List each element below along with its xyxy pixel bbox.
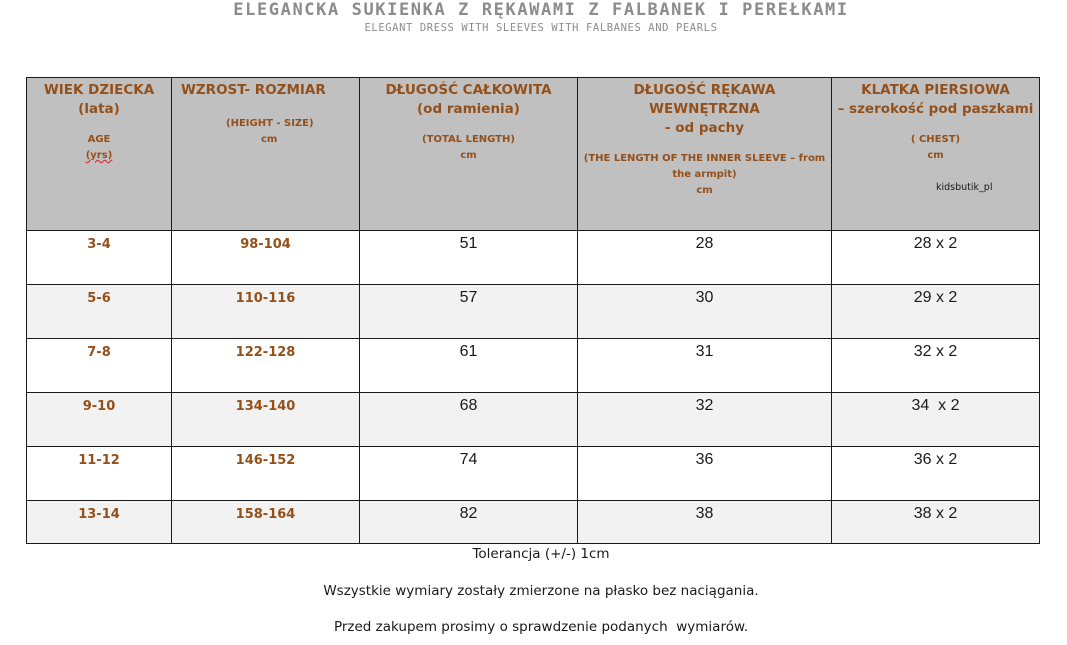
length-cell: 51 [360,231,578,285]
table-row [27,501,1040,544]
check-measurements-note: Przed zakupem prosimy o sprawdzenie podanych wymiarów. [333,619,749,635]
table-row [27,285,1040,339]
sleeve-cell: 38 [578,501,832,544]
header-age [27,78,172,231]
sleeve-cell: 30 [578,285,832,339]
length-cell: 57 [360,285,578,339]
header-height-title: WZROST- ROZMIAR [181,82,326,98]
length-cell: 74 [360,447,578,501]
age-cell: 9-10 [27,393,172,447]
header-age-sub: AGE [87,134,111,145]
table-header-row [27,78,1040,231]
header-chest-title: KLATKA PIERSIOWA [861,82,1010,98]
length-cell: 68 [360,393,578,447]
table-row [27,231,1040,285]
header-total-length [360,78,578,231]
age-cell: 13-14 [27,501,172,544]
age-cell: 7-8 [27,339,172,393]
header-height-unit: cm [261,134,278,145]
header-length-title: DŁUGOŚĆ CAŁKOWITA [385,82,552,98]
header-sleeve-unit: cm [696,185,713,196]
height-cell: 158-164 [172,501,360,544]
age-cell: 3-4 [27,231,172,285]
chest-cell: 36 x 2 [832,447,1040,501]
age-cell: 5-6 [27,285,172,339]
sleeve-cell: 32 [578,393,832,447]
header-chest-sub: ( CHEST) [910,134,961,145]
size-chart-table [26,77,1040,544]
header-chest-unit: cm [927,150,944,161]
length-cell: 61 [360,339,578,393]
header-sleeve-sub-2: the armpit) [672,169,737,180]
chest-cell: 32 x 2 [832,339,1040,393]
length-cell: 82 [360,501,578,544]
chest-cell: 28 x 2 [832,231,1040,285]
chest-cell: 38 x 2 [832,501,1040,544]
header-chest-title-2: – szerokość pod paszkami [837,101,1034,117]
header-sleeve-title-2: - od pachy [664,120,745,136]
height-cell: 146-152 [172,447,360,501]
header-age-sub-2: (yrs) [85,150,113,161]
watermark-brand: kidsbutik_pl [936,182,993,193]
age-cell: 11-12 [27,447,172,501]
header-height [172,78,360,231]
height-cell: 122-128 [172,339,360,393]
header-age-title-2: (lata) [78,101,120,117]
page-subtitle: ELEGANT DRESS WITH SLEEVES WITH FALBANES AND PEARLS [364,22,718,34]
table-row [27,393,1040,447]
header-sleeve-length [578,78,832,231]
chest-cell: 29 x 2 [832,285,1040,339]
table-row [27,447,1040,501]
header-height-sub: (HEIGHT - SIZE) [226,118,314,129]
sleeve-cell: 36 [578,447,832,501]
sleeve-cell: 31 [578,339,832,393]
header-age-title: WIEK DZIECKA [43,82,155,98]
header-chest [832,78,1040,231]
table-row [27,339,1040,393]
height-cell: 134-140 [172,393,360,447]
height-cell: 98-104 [172,231,360,285]
header-sleeve-title: DŁUGOŚĆ RĘKAWA WEWNĘTRZNA [633,82,776,117]
page-title: ELEGANCKA SUKIENKA Z RĘKAWAMI Z FALBANEK I PEREŁKAMI [233,0,849,20]
sleeve-cell: 28 [578,231,832,285]
header-sleeve-sub: (THE LENGTH OF THE INNER SLEEVE – from [583,153,826,164]
height-cell: 110-116 [172,285,360,339]
header-length-title-2: (od ramienia) [417,101,520,117]
header-length-unit: cm [460,150,477,161]
header-length-sub: (TOTAL LENGTH) [422,134,515,145]
measured-flat-note: Wszystkie wymiary zostały zmierzone na płasko bez naciągania. [323,583,759,599]
tolerance-note: Tolerancja (+/-) 1cm [472,546,610,562]
chest-cell: 34 x 2 [832,393,1040,447]
